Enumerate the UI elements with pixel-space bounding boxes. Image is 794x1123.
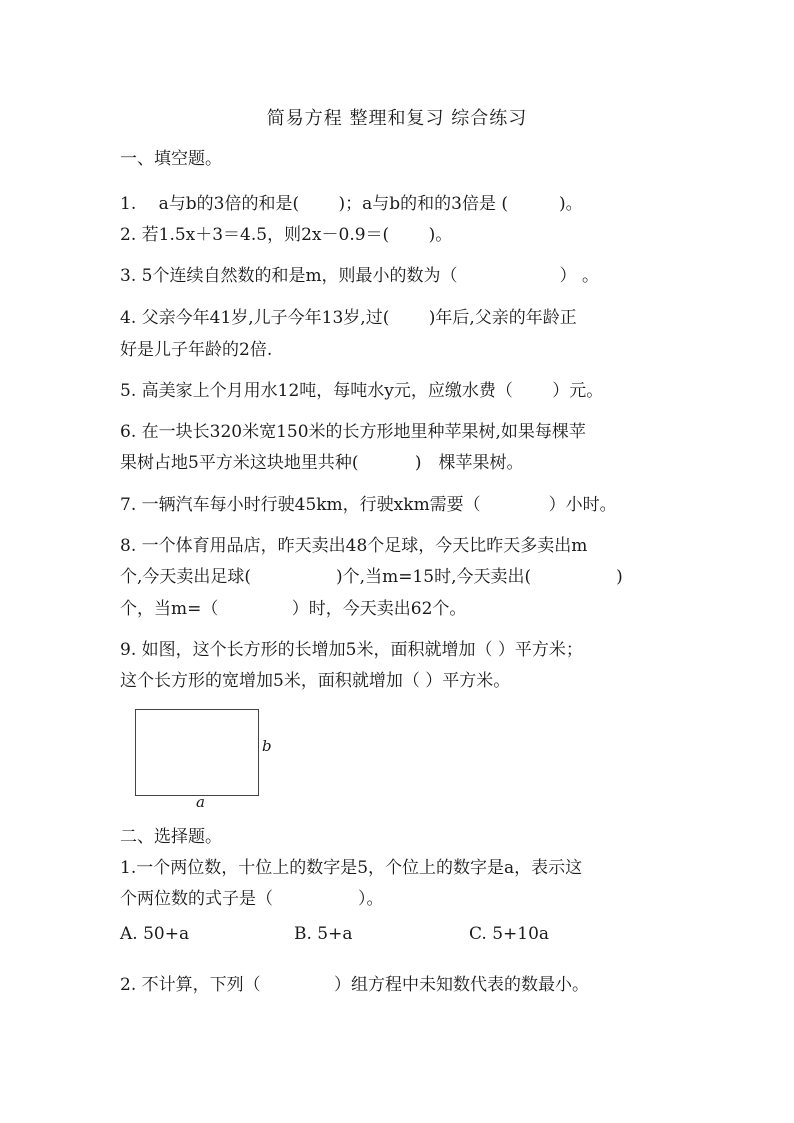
question-4-line-2: 好是儿子年龄的2倍. [120, 340, 273, 360]
question-8-line-3: 个，当m=（ ）时，今天卖出62个。 [120, 599, 467, 619]
option-a: A. 50+a [120, 924, 190, 944]
question-8-line-2: 个,今天卖出足球( )个,当m=15时,今天卖出( ) [120, 567, 623, 587]
choice-question-2: 2. 不计算，下列（ ）组方程中未知数代表的数最小。 [120, 975, 590, 995]
question-4-line-1: 4. 父亲今年41岁,儿子今年13岁,过( )年后,父亲的年龄正 [120, 308, 577, 328]
choice-question-1-line-2: 个两位数的式子是（ ）。 [120, 889, 384, 909]
question-9-line-1: 9. 如图，这个长方形的长增加5米，面积就增加（ ）平方米； [120, 640, 583, 660]
side-b-label: b [262, 737, 272, 755]
rectangle-figure [130, 705, 280, 815]
question-6-line-1: 6. 在一块长320米宽150米的长方形地里种苹果树,如果每棵苹 [120, 422, 586, 442]
option-c: C. 5+10a [469, 924, 550, 944]
question-6-line-2: 果树占地5平方米这块地里共种( ) 棵苹果树。 [120, 453, 524, 473]
choice-question-1-line-1: 1.一个两位数，十位上的数字是5，个位上的数字是a，表示这 [120, 858, 583, 878]
page-title: 简易方程 整理和复习 综合练习 [266, 108, 528, 129]
question-8-line-1: 8. 一个体育用品店，昨天卖出48个足球，今天比昨天多卖出m [120, 536, 588, 556]
section-fill-in-heading: 一、填空题。 [120, 149, 222, 169]
question-1: 1. a与b的3倍的和是( )；a与b的和的3倍是 ( )。 [120, 194, 583, 214]
question-7: 7. 一辆汽车每小时行驶45km，行驶xkm需要（ ）小时。 [120, 495, 617, 515]
question-3: 3. 5个连续自然数的和是m，则最小的数为（ ） 。 [120, 266, 599, 286]
question-2: 2. 若1.5x＋3＝4.5，则2x－0.9＝( )。 [120, 225, 453, 245]
section-choice-heading: 二、选择题。 [120, 827, 222, 847]
question-5: 5. 高美家上个月用水12吨，每吨水y元，应缴水费（ ）元。 [120, 381, 604, 401]
side-a-label: a [196, 793, 205, 811]
option-b: B. 5+a [294, 924, 353, 944]
question-9-line-2: 这个长方形的宽增加5米，面积就增加（ ）平方米。 [120, 671, 511, 691]
rectangle-shape [135, 709, 259, 796]
